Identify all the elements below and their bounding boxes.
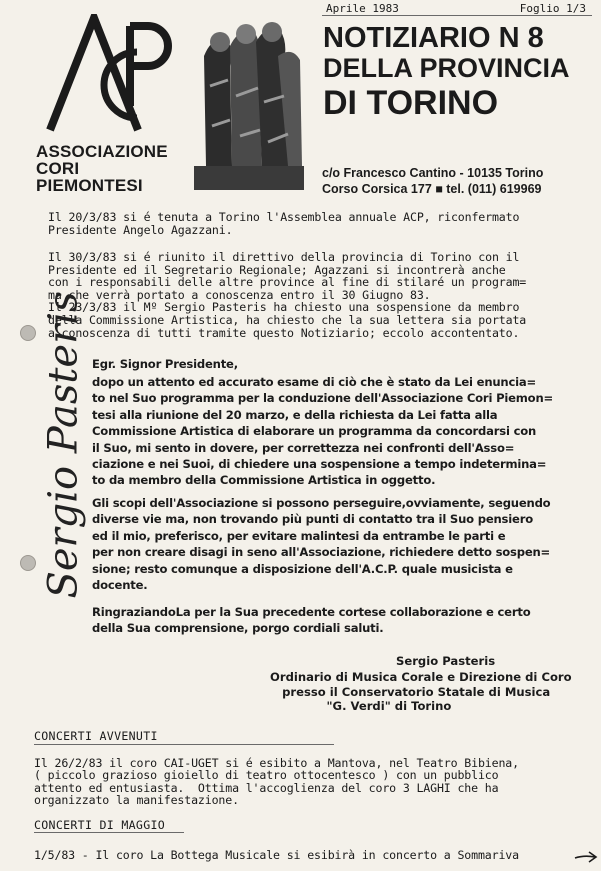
title-line1: NOTIZIARIO N 8 <box>323 22 544 54</box>
concerti-maggio-rule <box>34 832 184 833</box>
signature-title: Ordinario di Musica Corale e Direzione di Coro presso il Conservatorio Statale di Musica "G. Verdi" di Torino <box>270 670 572 713</box>
punch-hole-top <box>20 325 36 341</box>
address-line1: c/o Francesco Cantino - 10135 Torino <box>322 166 544 180</box>
title-line2: DELLA PROVINCIA <box>323 53 570 83</box>
intro-paragraph-2: Il 30/3/83 si é riunito il direttivo della provincia di Torino con il Presidente ed il Segretario Regionale; Agazzani si incontrerà anche con i responsabili delle altre province al fine di stilaré un program= ma che verrà portato a conoscenza entro il 30 Giugno 83. Il 23/3/83 il Mº Sergio Pasteris ha chiesto una sospensione da membro della Commissione Artistica, ha chiesto che la sua lettera sia portata a conoscenza di tutti tramite questo Notiziario; eccolo accontentato. <box>48 250 527 340</box>
concerti-maggio-text: 1/5/83 - Il coro La Bottega Musicale si esibirà in concerto a Sommariva <box>34 848 519 862</box>
choir-statue-image <box>192 16 308 194</box>
concerti-avvenuti-rule <box>34 744 334 745</box>
letter-salutation: Egr. Signor Presidente, <box>92 357 238 371</box>
letter-paragraph-3: RingraziandoLa per la Sua precedente cortese collaborazione e certo della Sua comprensione, porgo cordiali saluti. <box>92 605 531 636</box>
continue-arrow-icon <box>574 850 598 864</box>
address-line2: Corso Corsica 177 ■ tel. (011) 619969 <box>322 182 542 196</box>
issue-info <box>326 2 586 15</box>
signature-name: Sergio Pasteris <box>396 654 496 668</box>
concerti-avvenuti-heading: CONCERTI AVVENUTI <box>34 729 158 743</box>
association-name-line2: CORI <box>36 159 80 178</box>
letter-paragraph-2: Gli scopi dell'Associazione si possono perseguire,ovviamente, seguendo diverse vie ma, non trovando più punti di contatto tra il Suo pensiero ed il mio, preferisco, per evitare malintesi da entrambe le parti e per non creare disagi in seno all'Associazione, richiedere detto sospen= sione; resto comunque a disposizione dell'A.C.P. quale musicista e docente. <box>92 496 551 593</box>
association-name-line3: PIEMONTESI <box>36 176 143 195</box>
side-signature <box>41 291 88 599</box>
concerti-avvenuti-text: Il 26/2/83 il coro CAI-UGET si é esibito a Mantova, nel Teatro Bibiena, ( piccolo grazioso gioiello di teatro ottocentesco ) con un pubblico attento ed entusiasta. Ottima l'accoglienza del coro 3 LAGHI che ha organizzato la manifestazione. <box>34 756 519 808</box>
sheet-number: Foglio 1/3 <box>519 2 586 15</box>
side-signature-text: Sergio Pasteris <box>41 291 88 599</box>
issue-date: Aprile 1983 <box>326 2 399 15</box>
association-name-line1: ASSOCIAZIONE <box>36 142 168 161</box>
intro-paragraph-1: Il 20/3/83 si é tenuta a Torino l'Assemblea annuale ACP, riconfermato Presidente Angelo Agazzani. <box>48 210 520 237</box>
title-line3: DI TORINO <box>323 84 499 122</box>
letter-paragraph-1: dopo un attento ed accurato esame di ciò che è stato da Lei enuncia= to nel Suo programma per la conduzione dell'Associazione Cori Piemon= tesi alla riunione del 20 marzo, e della richiesta da Lei fatta alla Commissione Artistica di elaborare un programma da concordarsi con il Suo, mi sento in dovere, per correttezza nei confronti dell'Asso= ciazione e nei Suoi, di chiedere una sospensione a tempo indetermina= to da membro della Commissione Artistica in oggetto. <box>92 375 554 488</box>
acp-logo <box>36 14 181 140</box>
punch-hole-bottom <box>20 555 36 571</box>
concerti-maggio-heading: CONCERTI DI MAGGIO <box>34 818 166 832</box>
header-rule <box>322 15 592 16</box>
